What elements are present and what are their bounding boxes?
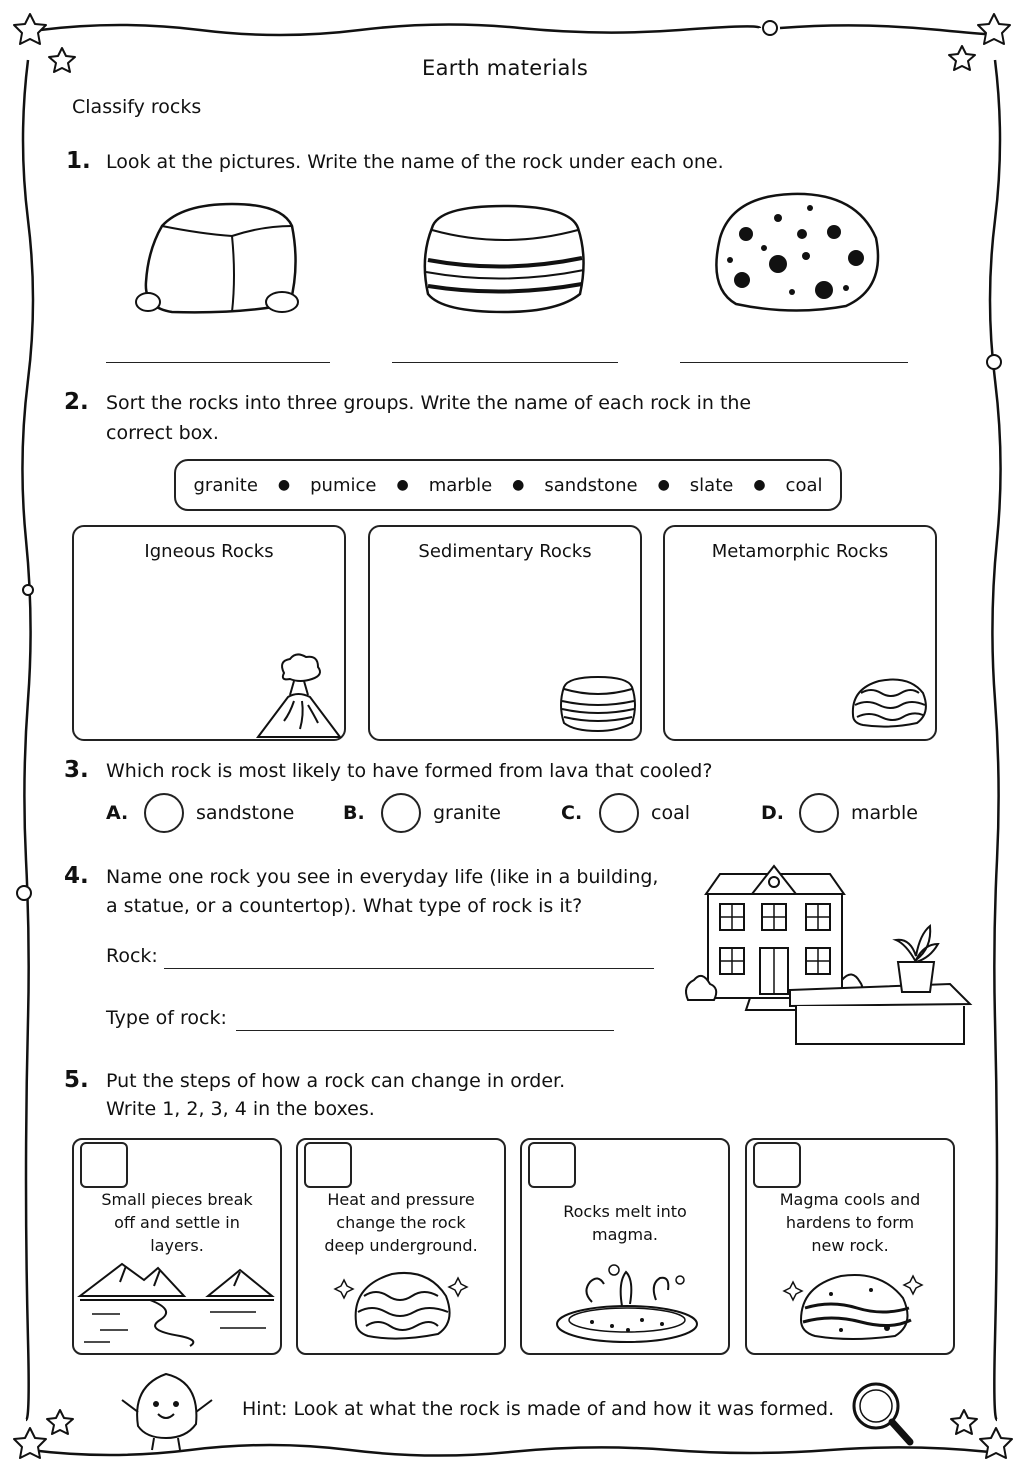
mountains-river-icon [80,1264,274,1346]
metamorphic-rocks-heading: Metamorphic Rocks [711,541,889,562]
new-rock-icon [791,1268,921,1342]
word-bank-separator: ● [512,477,525,493]
question-4-text-line1: Name one rock you see in everyday life (like in a building, [106,866,659,888]
question-2-text-line2: correct box. [106,422,219,444]
word-bank-separator: ● [396,477,409,493]
hint-text: Hint: Look at what the rock is made of and how it was formed. [242,1398,835,1420]
question-2-text-line1: Sort the rocks into three groups. Write the name of each rock in the [106,392,752,414]
rock-answer-line[interactable] [164,968,654,969]
rock-label: Rock: [106,945,158,967]
question-5-number: 5. [64,1067,89,1093]
question-1-text: Look at the pictures. Write the name of the rock under each one. [106,151,724,173]
answer-line-rock-3[interactable] [680,362,908,363]
word-bank-separator: ● [753,477,766,493]
word-bank-item: granite [193,474,258,496]
type-of-rock-answer-line[interactable] [236,1030,614,1031]
type-of-rock-label: Type of rock: [106,1007,227,1029]
option-a-letter: A. [106,802,129,824]
answer-line-rock-2[interactable] [392,362,618,363]
building-illustration [680,860,976,1050]
question-5-text-line1: Put the steps of how a rock can change in order. [106,1070,566,1092]
page-title: Earth materials [422,56,589,80]
magnifying-glass-icon [850,1380,916,1448]
option-a[interactable] [106,793,294,833]
sandstone-rock-image [418,198,590,316]
word-bank [174,459,842,511]
step-card-2 [296,1138,506,1355]
rock-mascot-icon [116,1366,216,1450]
word-bank-item: marble [428,474,493,496]
volcano-icon [254,653,344,739]
layered-rock-icon [558,675,638,731]
word-bank-item: pumice [310,474,377,496]
word-bank-item: coal [785,474,823,496]
step-number-box[interactable] [304,1142,352,1188]
option-c-letter: C. [561,802,583,824]
word-bank-item: sandstone [544,474,638,496]
question-3-number: 3. [64,757,89,783]
pressure-rock-icon [338,1266,468,1342]
option-b[interactable] [343,793,501,833]
question-4-text-line2: a statue, or a countertop). What type of rock is it? [106,895,583,917]
page-subtitle: Classify rocks [72,96,202,118]
option-d-letter: D. [761,802,784,824]
option-a-label: sandstone [196,802,295,824]
igneous-rocks-box[interactable] [72,525,346,741]
word-bank-separator: ● [657,477,670,493]
pumice-rock-image [706,188,882,314]
step-text: Rocks melt into magma. [563,1202,687,1244]
step-number-box[interactable] [80,1142,128,1188]
step-card-1 [72,1138,282,1355]
step-text: Small pieces break off and settle in layers. [101,1190,253,1255]
sedimentary-rocks-box[interactable] [368,525,642,741]
option-d-radio[interactable] [799,793,839,833]
step-text: Magma cools and hardens to form new rock. [779,1190,921,1255]
step-card-4 [745,1138,955,1355]
option-d[interactable] [761,793,918,833]
option-b-letter: B. [343,802,365,824]
question-3-text: Which rock is most likely to have formed from lava that cooled? [106,760,713,782]
question-1-number: 1. [66,148,91,174]
option-c[interactable] [561,793,690,833]
step-card-3 [520,1138,730,1355]
question-5-text-line2: Write 1, 2, 3, 4 in the boxes. [106,1098,375,1120]
banded-rock-icon [849,675,929,727]
option-a-radio[interactable] [144,793,184,833]
step-text: Heat and pressure change the rock deep underground. [324,1190,478,1255]
magma-icon [552,1262,702,1346]
option-b-label: granite [433,802,501,824]
word-bank-separator: ● [277,477,291,493]
step-number-box[interactable] [753,1142,801,1188]
question-4-number: 4. [64,863,89,889]
question-2-number: 2. [64,389,89,415]
sedimentary-rocks-heading: Sedimentary Rocks [418,541,592,562]
igneous-rocks-heading: Igneous Rocks [144,541,274,562]
metamorphic-rocks-box[interactable] [663,525,937,741]
option-c-radio[interactable] [599,793,639,833]
granite-rock-image [132,196,312,320]
word-bank-item: slate [689,474,734,496]
option-d-label: marble [851,802,918,824]
answer-line-rock-1[interactable] [106,362,330,363]
option-c-label: coal [651,802,690,824]
option-b-radio[interactable] [381,793,421,833]
step-number-box[interactable] [528,1142,576,1188]
